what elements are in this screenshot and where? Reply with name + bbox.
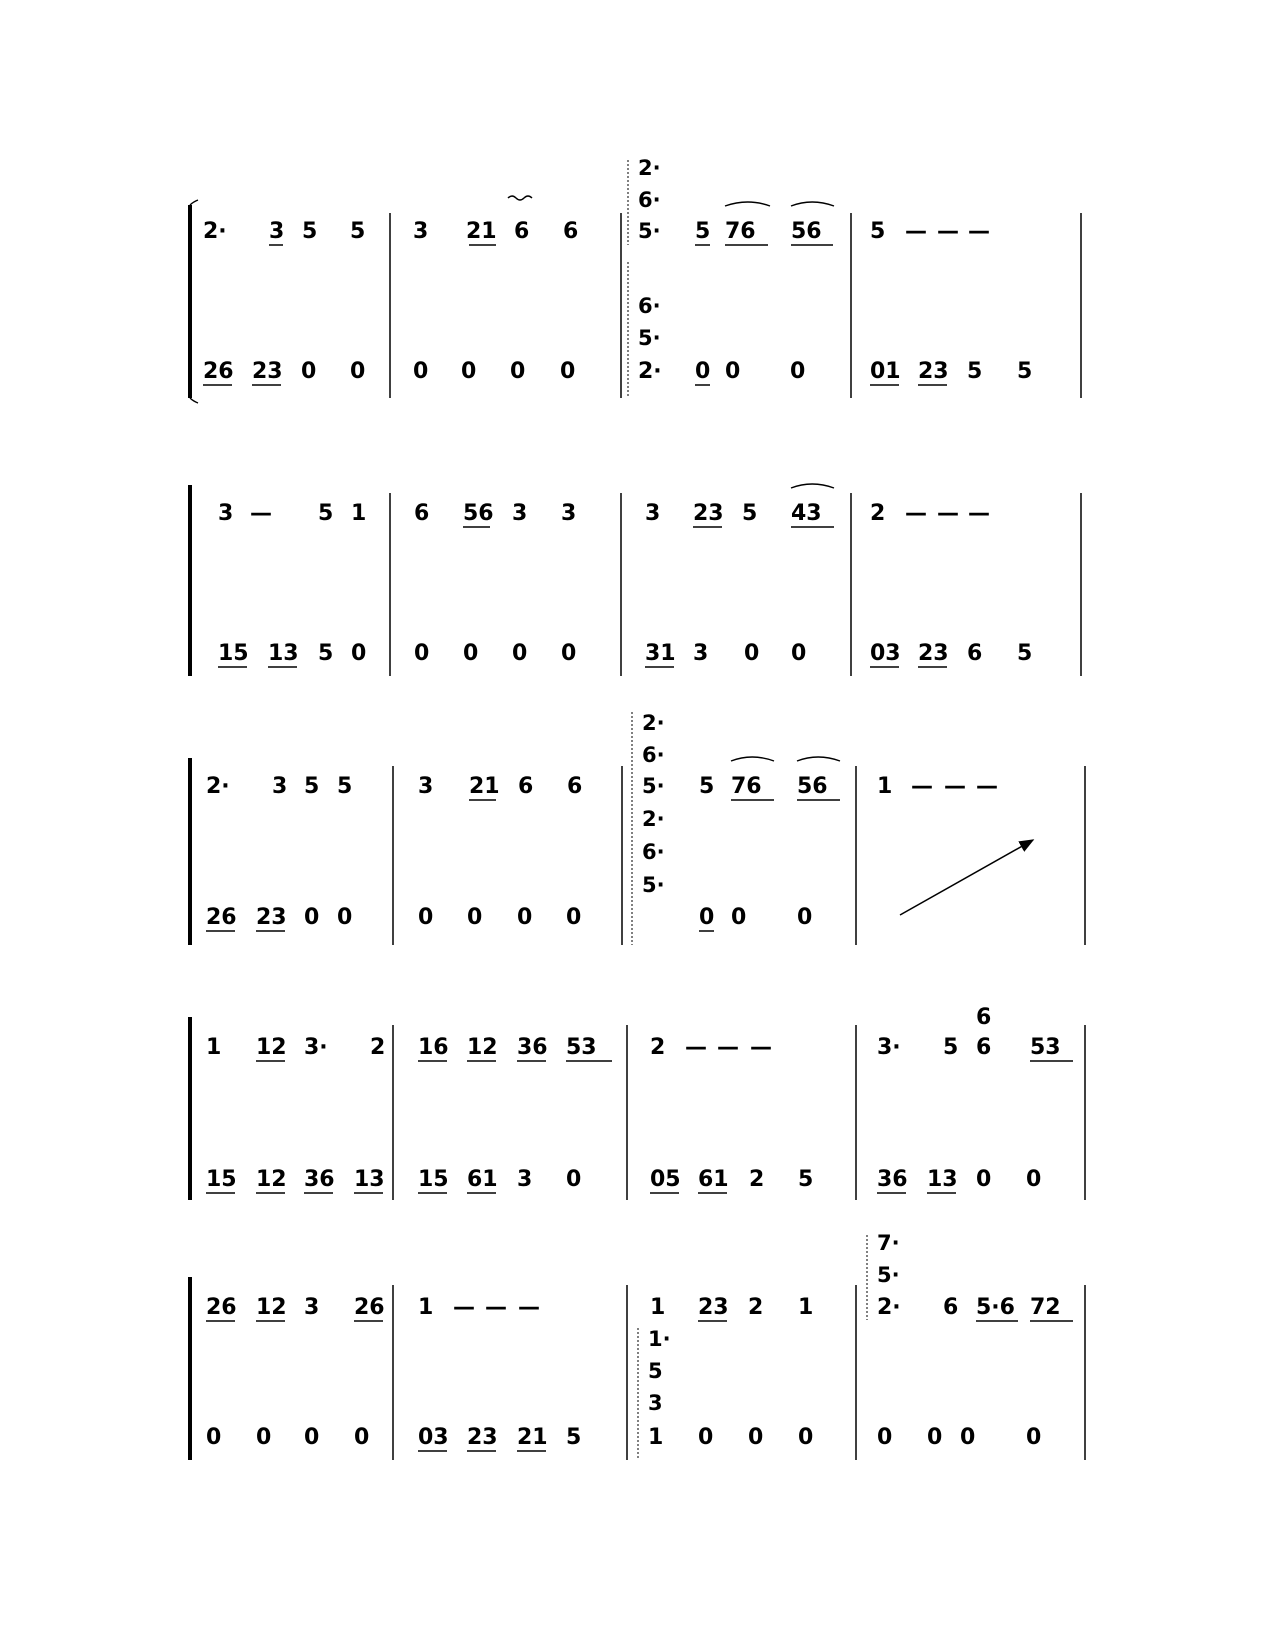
system-2 xyxy=(190,484,1081,676)
note: 3 xyxy=(645,501,661,526)
note: 1 xyxy=(877,774,893,799)
chord-note: 2· xyxy=(642,807,665,831)
note: 5 xyxy=(742,501,758,526)
note: 23 xyxy=(918,359,949,384)
note: 0 xyxy=(797,905,813,930)
note: 0 xyxy=(561,641,577,666)
note: — xyxy=(750,1035,772,1060)
system-3 xyxy=(190,711,1085,945)
note: 5 xyxy=(318,501,334,526)
chord-note: 1· xyxy=(648,1327,671,1351)
note: 23 xyxy=(467,1425,498,1450)
note: 5 xyxy=(304,774,320,799)
chord-note: 6· xyxy=(642,743,665,767)
note: 23 xyxy=(918,641,949,666)
note: 5 xyxy=(1017,641,1033,666)
note: 0 xyxy=(301,359,317,384)
note: 12 xyxy=(467,1035,498,1060)
note: 0 xyxy=(461,359,477,384)
note: 23 xyxy=(252,359,283,384)
note: 56 xyxy=(463,501,494,526)
note: 36 xyxy=(877,1167,908,1192)
note: 0 xyxy=(354,1425,370,1450)
note: — xyxy=(911,774,933,799)
tie-mark xyxy=(791,202,834,206)
note: 0 xyxy=(566,1167,582,1192)
note: 1 xyxy=(798,1295,814,1320)
note: 0 xyxy=(731,905,747,930)
note: 72 xyxy=(1030,1295,1061,1320)
note: 3 xyxy=(561,501,577,526)
chord-note: 5· xyxy=(877,1263,900,1287)
note: 2· xyxy=(203,219,227,244)
note: 5 xyxy=(337,774,353,799)
note: — xyxy=(944,774,966,799)
note: 23 xyxy=(698,1295,729,1320)
note: 36 xyxy=(517,1035,548,1060)
note: — xyxy=(968,501,990,526)
note: 5 xyxy=(1017,359,1033,384)
note: 5·6 xyxy=(976,1295,1015,1320)
note: 2 xyxy=(650,1035,666,1060)
note: 5 xyxy=(870,219,886,244)
note: 15 xyxy=(418,1167,449,1192)
note: 5 xyxy=(699,774,715,799)
note: 0 xyxy=(337,905,353,930)
note: 0 xyxy=(699,905,715,930)
note: 2 xyxy=(749,1167,765,1192)
note: — xyxy=(717,1035,739,1060)
note: 0 xyxy=(877,1425,893,1450)
note: 1 xyxy=(648,1425,664,1450)
note: 0 xyxy=(350,359,366,384)
note: 0 xyxy=(414,641,430,666)
note: 53 xyxy=(566,1035,597,1060)
note: 13 xyxy=(927,1167,958,1192)
note: 0 xyxy=(512,641,528,666)
note: 5 xyxy=(695,219,711,244)
note: 3 xyxy=(693,641,709,666)
note: 6 xyxy=(943,1295,959,1320)
note: 3 xyxy=(517,1167,533,1192)
note: 21 xyxy=(469,774,500,799)
note: 0 xyxy=(510,359,526,384)
note: 6 xyxy=(563,219,579,244)
tie-mark xyxy=(791,484,834,488)
note: 15 xyxy=(218,641,249,666)
note: — xyxy=(905,501,927,526)
system-1 xyxy=(190,156,1081,403)
note: — xyxy=(485,1295,507,1320)
system-5 xyxy=(190,1231,1085,1460)
note: 0 xyxy=(463,641,479,666)
note: 0 xyxy=(206,1425,222,1450)
note: 01 xyxy=(870,359,901,384)
note: 1 xyxy=(650,1295,666,1320)
note: 0 xyxy=(304,905,320,930)
note: 5 xyxy=(318,641,334,666)
note: 6 xyxy=(518,774,534,799)
note: 1 xyxy=(206,1035,222,1060)
note: 2· xyxy=(638,359,662,384)
chord-note: 2· xyxy=(638,156,661,180)
note: 56 xyxy=(797,774,828,799)
system-bracket-bottom xyxy=(190,398,198,403)
note: — xyxy=(905,219,927,244)
note: 3 xyxy=(304,1295,320,1320)
note: 03 xyxy=(418,1425,449,1450)
chord-note: 5· xyxy=(638,219,661,243)
note: 0 xyxy=(566,905,582,930)
note: 3 xyxy=(272,774,288,799)
note: 0 xyxy=(960,1425,976,1450)
note: 26 xyxy=(206,1295,237,1320)
note: — xyxy=(937,219,959,244)
chord-note: 6· xyxy=(638,294,661,318)
note: 0 xyxy=(791,641,807,666)
note: 3 xyxy=(418,774,434,799)
note: 5 xyxy=(350,219,366,244)
note: 6 xyxy=(976,1035,992,1060)
note: 5 xyxy=(943,1035,959,1060)
note: 31 xyxy=(645,641,676,666)
note: 0 xyxy=(695,359,711,384)
note: 2 xyxy=(748,1295,764,1320)
note: 2· xyxy=(877,1295,901,1320)
note: 0 xyxy=(927,1425,943,1450)
note: 6 xyxy=(567,774,583,799)
chord-note: 5· xyxy=(642,774,665,798)
note: 0 xyxy=(698,1425,714,1450)
note: 6 xyxy=(967,641,983,666)
chord-note: 5· xyxy=(642,873,665,897)
tie-mark xyxy=(797,757,840,761)
note: 21 xyxy=(517,1425,548,1450)
chord-note: 5· xyxy=(638,326,661,350)
note: 76 xyxy=(731,774,762,799)
system-bracket-top xyxy=(190,200,198,205)
note: 6 xyxy=(414,501,430,526)
note: — xyxy=(968,219,990,244)
note: 23 xyxy=(693,501,724,526)
note: 0 xyxy=(748,1425,764,1450)
note: 2 xyxy=(370,1035,386,1060)
note: 3· xyxy=(304,1035,328,1060)
note: 36 xyxy=(304,1167,335,1192)
note: 0 xyxy=(304,1425,320,1450)
note: 5 xyxy=(967,359,983,384)
note: 56 xyxy=(791,219,822,244)
note: 26 xyxy=(206,905,237,930)
note: 12 xyxy=(256,1035,287,1060)
note: 0 xyxy=(798,1425,814,1450)
note: 05 xyxy=(650,1167,681,1192)
system-4 xyxy=(190,1005,1085,1200)
note: 61 xyxy=(467,1167,498,1192)
note: 2 xyxy=(870,501,886,526)
note: 12 xyxy=(256,1167,287,1192)
note: 23 xyxy=(256,905,287,930)
note: 3 xyxy=(413,219,429,244)
note: — xyxy=(518,1295,540,1320)
note: 13 xyxy=(268,641,299,666)
note: 16 xyxy=(418,1035,449,1060)
chord-note: 6· xyxy=(638,188,661,212)
note: 61 xyxy=(698,1167,729,1192)
note: 0 xyxy=(976,1167,992,1192)
note: 43 xyxy=(791,501,822,526)
note: 2· xyxy=(206,774,230,799)
arrow-icon xyxy=(900,840,1033,915)
note: 13 xyxy=(354,1167,385,1192)
note: 21 xyxy=(466,219,497,244)
note: 5 xyxy=(798,1167,814,1192)
note: 3· xyxy=(877,1035,901,1060)
chord-note: 7· xyxy=(877,1231,900,1255)
note: 26 xyxy=(203,359,234,384)
note: 0 xyxy=(351,641,367,666)
note: 26 xyxy=(354,1295,385,1320)
note: 0 xyxy=(560,359,576,384)
note: — xyxy=(937,501,959,526)
note: 0 xyxy=(517,905,533,930)
note: 0 xyxy=(790,359,806,384)
note: 3 xyxy=(512,501,528,526)
note: — xyxy=(976,774,998,799)
note: 0 xyxy=(1026,1425,1042,1450)
note: 6 xyxy=(514,219,530,244)
note: 12 xyxy=(256,1295,287,1320)
note: 76 xyxy=(725,219,756,244)
note: 1 xyxy=(351,501,367,526)
note: — xyxy=(250,501,272,526)
note: 0 xyxy=(418,905,434,930)
chord-note: 5 xyxy=(648,1359,663,1383)
note: 3 xyxy=(269,219,285,244)
chord-note: 2· xyxy=(642,711,665,735)
note: — xyxy=(685,1035,707,1060)
note: 5 xyxy=(302,219,318,244)
tie-mark xyxy=(725,202,770,206)
note: 0 xyxy=(1026,1167,1042,1192)
trill-mark xyxy=(508,196,532,200)
note: 53 xyxy=(1030,1035,1061,1060)
note: — xyxy=(453,1295,475,1320)
note: 5 xyxy=(566,1425,582,1450)
underlines xyxy=(206,1321,1073,1451)
note: 0 xyxy=(256,1425,272,1450)
note: 6 xyxy=(976,1005,992,1030)
note: 1 xyxy=(418,1295,434,1320)
tie-mark xyxy=(731,757,774,761)
note: 15 xyxy=(206,1167,237,1192)
note: 0 xyxy=(467,905,483,930)
note: 0 xyxy=(413,359,429,384)
chord-note: 6· xyxy=(642,840,665,864)
note: 3 xyxy=(218,501,234,526)
note: 0 xyxy=(725,359,741,384)
note: 0 xyxy=(744,641,760,666)
note: 03 xyxy=(870,641,901,666)
chord-note: 3 xyxy=(648,1391,663,1415)
